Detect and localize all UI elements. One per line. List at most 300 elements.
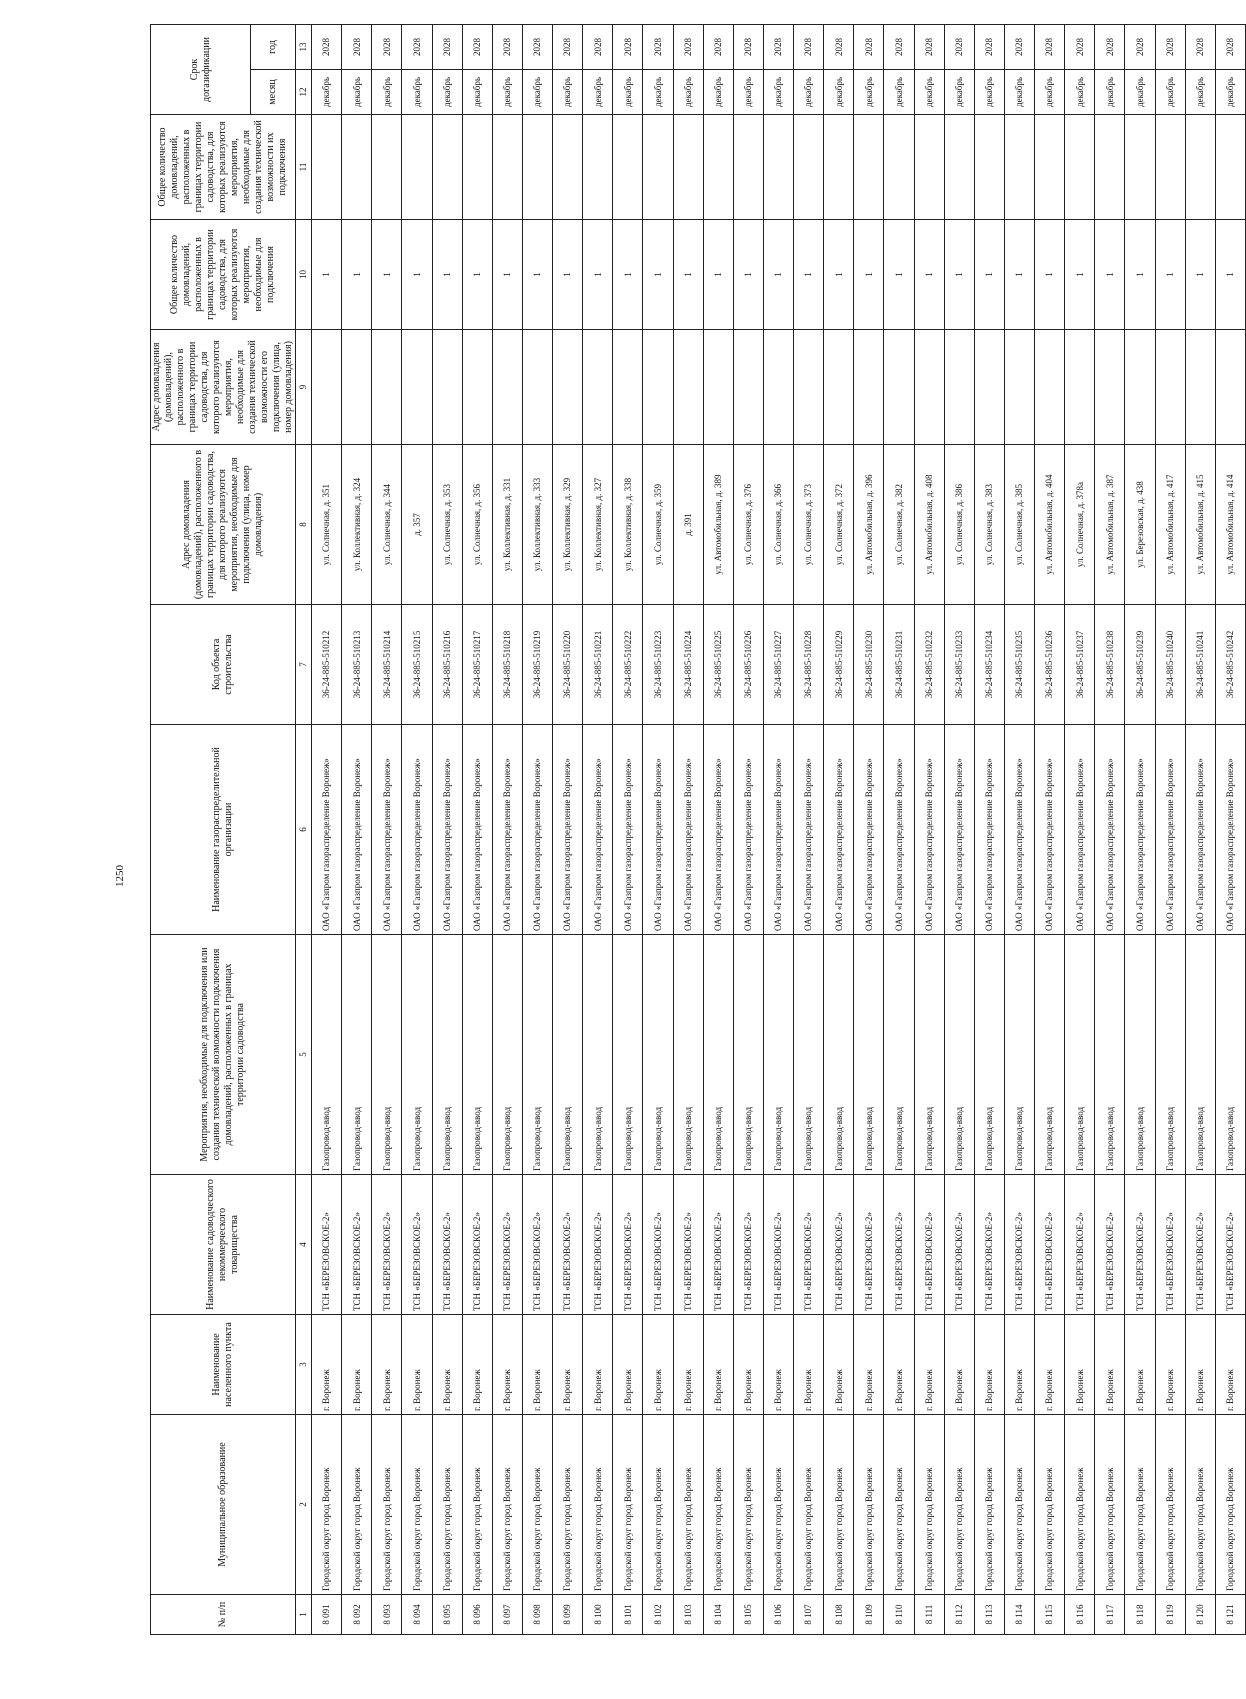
object-code-cell: 36-24-885-510217 <box>462 605 492 725</box>
snt-cell: ТСН «БЕРЕЗОВСКОЕ-2» <box>794 1175 824 1315</box>
address-capability-cell <box>462 330 492 445</box>
year-cell: 2028 <box>854 25 884 70</box>
year-cell: 2028 <box>703 25 733 70</box>
count-capability-cell <box>583 115 613 220</box>
event-cell: Газопровод-ввод <box>492 935 522 1175</box>
count-cell: 1 <box>342 220 372 330</box>
address-cell: ул. Солнечная, д. 344 <box>372 445 402 605</box>
snt-cell: ТСН «БЕРЕЗОВСКОЕ-2» <box>492 1175 522 1315</box>
address-cell: д. 391 <box>673 445 703 605</box>
address-capability-cell <box>673 330 703 445</box>
address-cell: ул. Солнечная, д. 378а <box>1065 445 1095 605</box>
settlement-cell: г. Воронеж <box>914 1315 944 1415</box>
row-number: 8 099 <box>553 1595 583 1635</box>
event-cell: Газопровод-ввод <box>944 935 974 1175</box>
address-cell: ул. Солнечная, д. 353 <box>432 445 462 605</box>
snt-cell: ТСН «БЕРЕЗОВСКОЕ-2» <box>1065 1175 1095 1315</box>
month-cell: декабрь <box>1185 70 1215 115</box>
address-cell: ул. Автомобильная, д. 417 <box>1155 445 1185 605</box>
gas-org-cell: ОАО «Газпром газораспределение Воронеж» <box>1095 725 1125 935</box>
count-cell: 1 <box>1035 220 1065 330</box>
settlement-cell: г. Воронеж <box>462 1315 492 1415</box>
column-numbers-row <box>296 25 312 1635</box>
table-row <box>824 25 854 1635</box>
month-cell: декабрь <box>553 70 583 115</box>
municipality-cell: Городской округ город Воронеж <box>1004 1415 1034 1595</box>
event-cell: Газопровод-ввод <box>854 935 884 1175</box>
snt-cell: ТСН «БЕРЕЗОВСКОЕ-2» <box>1095 1175 1125 1315</box>
count-cell: 1 <box>914 220 944 330</box>
row-number: 8 111 <box>914 1595 944 1635</box>
count-capability-cell <box>462 115 492 220</box>
address-capability-cell <box>583 330 613 445</box>
row-number: 8 119 <box>1155 1595 1185 1635</box>
object-code-cell: 36-24-885-510234 <box>974 605 1004 725</box>
object-code-cell: 36-24-885-510220 <box>553 605 583 725</box>
count-cell: 1 <box>824 220 854 330</box>
address-capability-cell <box>944 330 974 445</box>
municipality-cell: Городской округ город Воронеж <box>884 1415 914 1595</box>
address-capability-cell <box>1215 330 1245 445</box>
address-capability-cell <box>1035 330 1065 445</box>
year-cell: 2028 <box>643 25 673 70</box>
table-row <box>944 25 974 1635</box>
address-cell: ул. Коллективная, д. 327 <box>583 445 613 605</box>
municipality-cell: Городской округ город Воронеж <box>1185 1415 1215 1595</box>
table-row <box>884 25 914 1635</box>
month-cell: декабрь <box>1215 70 1245 115</box>
count-capability-cell <box>312 115 342 220</box>
address-capability-cell <box>884 330 914 445</box>
count-capability-cell <box>432 115 462 220</box>
count-capability-cell <box>1035 115 1065 220</box>
column-number: 4 <box>296 1175 312 1315</box>
table-row <box>1035 25 1065 1635</box>
municipality-cell: Городской округ город Воронеж <box>462 1415 492 1595</box>
count-capability-cell <box>402 115 432 220</box>
gas-org-cell: ОАО «Газпром газораспределение Воронеж» <box>342 725 372 935</box>
object-code-cell: 36-24-885-510242 <box>1215 605 1245 725</box>
municipality-cell: Городской округ город Воронеж <box>673 1415 703 1595</box>
month-cell: декабрь <box>733 70 763 115</box>
snt-cell: ТСН «БЕРЕЗОВСКОЕ-2» <box>974 1175 1004 1315</box>
table-row <box>1185 25 1215 1635</box>
header-gas-org: Наименование газораспределительной организации <box>151 725 296 935</box>
header-count-capability: Общее количество домовладений, расположенных в границах территории садоводства, для которых реализуются мероприятия, необходимые для создания технической возможности их подключения <box>151 115 296 220</box>
event-cell: Газопровод-ввод <box>733 935 763 1175</box>
municipality-cell: Городской округ город Воронеж <box>1065 1415 1095 1595</box>
row-number: 8 097 <box>492 1595 522 1635</box>
year-cell: 2028 <box>462 25 492 70</box>
table-row <box>643 25 673 1635</box>
object-code-cell: 36-24-885-510221 <box>583 605 613 725</box>
column-number: 3 <box>296 1315 312 1415</box>
count-cell: 1 <box>432 220 462 330</box>
month-cell: декабрь <box>824 70 854 115</box>
object-code-cell: 36-24-885-510224 <box>673 605 703 725</box>
row-number: 8 098 <box>522 1595 552 1635</box>
object-code-cell: 36-24-885-510214 <box>372 605 402 725</box>
object-code-cell: 36-24-885-510219 <box>522 605 552 725</box>
settlement-cell: г. Воронеж <box>1065 1315 1095 1415</box>
count-capability-cell <box>1215 115 1245 220</box>
month-cell: декабрь <box>1125 70 1155 115</box>
year-cell: 2028 <box>1065 25 1095 70</box>
municipality-cell: Городской округ город Воронеж <box>914 1415 944 1595</box>
address-cell: ул. Солнечная, д. 366 <box>763 445 793 605</box>
event-cell: Газопровод-ввод <box>402 935 432 1175</box>
month-cell: декабрь <box>1065 70 1095 115</box>
table-row <box>312 25 342 1635</box>
count-cell: 1 <box>1215 220 1245 330</box>
gas-org-cell: ОАО «Газпром газораспределение Воронеж» <box>372 725 402 935</box>
address-capability-cell <box>1125 330 1155 445</box>
count-cell: 1 <box>703 220 733 330</box>
table-row <box>1155 25 1185 1635</box>
count-capability-cell <box>1095 115 1125 220</box>
header-address-capability: Адрес домовладения (домовладений), расположенного в границах территории садоводства, для которого реализуются мероприятия, необходимые для создания технической возможности его подключения (улица, номер домовладения) <box>151 330 296 445</box>
settlement-cell: г. Воронеж <box>613 1315 643 1415</box>
event-cell: Газопровод-ввод <box>914 935 944 1175</box>
count-cell: 1 <box>884 220 914 330</box>
year-cell: 2028 <box>824 25 854 70</box>
address-cell: ул. Автомобильная, д. 389 <box>703 445 733 605</box>
municipality-cell: Городской округ город Воронеж <box>432 1415 462 1595</box>
header-month: месяц <box>251 70 296 115</box>
snt-cell: ТСН «БЕРЕЗОВСКОЕ-2» <box>703 1175 733 1315</box>
settlement-cell: г. Воронеж <box>733 1315 763 1415</box>
table-row <box>342 25 372 1635</box>
count-capability-cell <box>794 115 824 220</box>
event-cell: Газопровод-ввод <box>884 935 914 1175</box>
settlement-cell: г. Воронеж <box>432 1315 462 1415</box>
row-number: 8 110 <box>884 1595 914 1635</box>
address-cell: ул. Автомобильная, д. 387 <box>1095 445 1125 605</box>
event-cell: Газопровод-ввод <box>703 935 733 1175</box>
count-cell: 1 <box>794 220 824 330</box>
address-capability-cell <box>1004 330 1034 445</box>
municipality-cell: Городской округ город Воронеж <box>1125 1415 1155 1595</box>
row-number: 8 114 <box>1004 1595 1034 1635</box>
municipality-cell: Городской округ город Воронеж <box>342 1415 372 1595</box>
count-cell: 1 <box>854 220 884 330</box>
object-code-cell: 36-24-885-510222 <box>613 605 643 725</box>
snt-cell: ТСН «БЕРЕЗОВСКОЕ-2» <box>944 1175 974 1315</box>
count-cell: 1 <box>1125 220 1155 330</box>
month-cell: декабрь <box>613 70 643 115</box>
count-capability-cell <box>492 115 522 220</box>
municipality-cell: Городской округ город Воронеж <box>583 1415 613 1595</box>
gas-org-cell: ОАО «Газпром газораспределение Воронеж» <box>944 725 974 935</box>
count-cell: 1 <box>613 220 643 330</box>
count-cell: 1 <box>583 220 613 330</box>
row-number: 8 095 <box>432 1595 462 1635</box>
settlement-cell: г. Воронеж <box>643 1315 673 1415</box>
table-row <box>1215 25 1245 1635</box>
snt-cell: ТСН «БЕРЕЗОВСКОЕ-2» <box>884 1175 914 1315</box>
settlement-cell: г. Воронеж <box>372 1315 402 1415</box>
table-row <box>794 25 824 1635</box>
row-number: 8 105 <box>733 1595 763 1635</box>
table-row <box>673 25 703 1635</box>
event-cell: Газопровод-ввод <box>462 935 492 1175</box>
count-capability-cell <box>342 115 372 220</box>
table-row <box>1125 25 1155 1635</box>
gas-org-cell: ОАО «Газпром газораспределение Воронеж» <box>1125 725 1155 935</box>
count-capability-cell <box>1004 115 1034 220</box>
count-cell: 1 <box>763 220 793 330</box>
table-row <box>974 25 1004 1635</box>
object-code-cell: 36-24-885-510228 <box>794 605 824 725</box>
address-capability-cell <box>402 330 432 445</box>
gas-org-cell: ОАО «Газпром газораспределение Воронеж» <box>884 725 914 935</box>
year-cell: 2028 <box>372 25 402 70</box>
table-row <box>703 25 733 1635</box>
header-deadline: Срок догазификации <box>151 25 251 115</box>
count-capability-cell <box>553 115 583 220</box>
gas-org-cell: ОАО «Газпром газораспределение Воронеж» <box>703 725 733 935</box>
object-code-cell: 36-24-885-510235 <box>1004 605 1034 725</box>
header-municipality: Муниципальное образование <box>151 1415 296 1595</box>
gas-org-cell: ОАО «Газпром газораспределение Воронеж» <box>763 725 793 935</box>
address-cell: ул. Автомобильная, д. 404 <box>1035 445 1065 605</box>
month-cell: декабрь <box>402 70 432 115</box>
column-number: 2 <box>296 1415 312 1595</box>
row-number: 8 103 <box>673 1595 703 1635</box>
object-code-cell: 36-24-885-510237 <box>1065 605 1095 725</box>
month-cell: декабрь <box>763 70 793 115</box>
year-cell: 2028 <box>312 25 342 70</box>
address-capability-cell <box>824 330 854 445</box>
address-cell: ул. Автомобильная, д. 408 <box>914 445 944 605</box>
municipality-cell: Городской округ город Воронеж <box>522 1415 552 1595</box>
gas-org-cell: ОАО «Газпром газораспределение Воронеж» <box>854 725 884 935</box>
year-cell: 2028 <box>522 25 552 70</box>
object-code-cell: 36-24-885-510230 <box>854 605 884 725</box>
year-cell: 2028 <box>974 25 1004 70</box>
rotated-table-container <box>150 25 1236 1635</box>
gas-org-cell: ОАО «Газпром газораспределение Воронеж» <box>1185 725 1215 935</box>
row-number: 8 102 <box>643 1595 673 1635</box>
table-row <box>583 25 613 1635</box>
snt-cell: ТСН «БЕРЕЗОВСКОЕ-2» <box>1125 1175 1155 1315</box>
event-cell: Газопровод-ввод <box>1035 935 1065 1175</box>
column-number: 10 <box>296 220 312 330</box>
year-cell: 2028 <box>1155 25 1185 70</box>
column-number: 9 <box>296 330 312 445</box>
address-capability-cell <box>1065 330 1095 445</box>
table-row <box>492 25 522 1635</box>
settlement-cell: г. Воронеж <box>522 1315 552 1415</box>
address-capability-cell <box>613 330 643 445</box>
snt-cell: ТСН «БЕРЕЗОВСКОЕ-2» <box>763 1175 793 1315</box>
header-object-code: Код объекта строительства <box>151 605 296 725</box>
year-cell: 2028 <box>884 25 914 70</box>
address-capability-cell <box>733 330 763 445</box>
address-cell: ул. Автомобильная, д. 414 <box>1215 445 1245 605</box>
month-cell: декабрь <box>703 70 733 115</box>
count-cell: 1 <box>492 220 522 330</box>
year-cell: 2028 <box>1185 25 1215 70</box>
snt-cell: ТСН «БЕРЕЗОВСКОЕ-2» <box>1155 1175 1185 1315</box>
address-capability-cell <box>492 330 522 445</box>
address-cell: ул. Солнечная, д. 385 <box>1004 445 1034 605</box>
count-capability-cell <box>733 115 763 220</box>
row-number: 8 106 <box>763 1595 793 1635</box>
settlement-cell: г. Воронеж <box>1095 1315 1125 1415</box>
gas-org-cell: ОАО «Газпром газораспределение Воронеж» <box>1065 725 1095 935</box>
row-number: 8 101 <box>613 1595 643 1635</box>
count-cell: 1 <box>673 220 703 330</box>
snt-cell: ТСН «БЕРЕЗОВСКОЕ-2» <box>824 1175 854 1315</box>
snt-cell: ТСН «БЕРЕЗОВСКОЕ-2» <box>1035 1175 1065 1315</box>
header-number: № п/п <box>151 1595 296 1635</box>
settlement-cell: г. Воронеж <box>794 1315 824 1415</box>
address-cell: ул. Коллективная, д. 324 <box>342 445 372 605</box>
snt-cell: ТСН «БЕРЕЗОВСКОЕ-2» <box>613 1175 643 1315</box>
address-cell: ул. Солнечная, д. 376 <box>733 445 763 605</box>
address-capability-cell <box>643 330 673 445</box>
header-events: Мероприятия, необходимые для подключения или создания технической возможности подключения домовладений, расположенных в границах территории садоводства <box>151 935 296 1175</box>
table-row <box>372 25 402 1635</box>
month-cell: декабрь <box>854 70 884 115</box>
settlement-cell: г. Воронеж <box>944 1315 974 1415</box>
gas-org-cell: ОАО «Газпром газораспределение Воронеж» <box>613 725 643 935</box>
event-cell: Газопровод-ввод <box>1095 935 1125 1175</box>
address-capability-cell <box>553 330 583 445</box>
address-cell: ул. Солнечная, д. 386 <box>944 445 974 605</box>
count-cell: 1 <box>553 220 583 330</box>
table-row <box>613 25 643 1635</box>
municipality-cell: Городской округ город Воронеж <box>974 1415 1004 1595</box>
object-code-cell: 36-24-885-510213 <box>342 605 372 725</box>
row-number: 8 092 <box>342 1595 372 1635</box>
column-number: 5 <box>296 935 312 1175</box>
municipality-cell: Городской округ город Воронеж <box>944 1415 974 1595</box>
settlement-cell: г. Воронеж <box>342 1315 372 1415</box>
table-row <box>914 25 944 1635</box>
month-cell: декабрь <box>794 70 824 115</box>
municipality-cell: Городской округ город Воронеж <box>794 1415 824 1595</box>
count-capability-cell <box>974 115 1004 220</box>
count-capability-cell <box>854 115 884 220</box>
event-cell: Газопровод-ввод <box>522 935 552 1175</box>
municipality-cell: Городской округ город Воронеж <box>763 1415 793 1595</box>
row-number: 8 108 <box>824 1595 854 1635</box>
month-cell: декабрь <box>673 70 703 115</box>
address-capability-cell <box>703 330 733 445</box>
event-cell: Газопровод-ввод <box>1125 935 1155 1175</box>
count-capability-cell <box>673 115 703 220</box>
count-cell: 1 <box>1185 220 1215 330</box>
event-cell: Газопровод-ввод <box>372 935 402 1175</box>
count-capability-cell <box>1065 115 1095 220</box>
column-number: 7 <box>296 605 312 725</box>
row-number: 8 115 <box>1035 1595 1065 1635</box>
address-cell: ул. Солнечная, д. 356 <box>462 445 492 605</box>
address-capability-cell <box>342 330 372 445</box>
address-capability-cell <box>1185 330 1215 445</box>
year-cell: 2028 <box>763 25 793 70</box>
event-cell: Газопровод-ввод <box>763 935 793 1175</box>
settlement-cell: г. Воронеж <box>312 1315 342 1415</box>
count-capability-cell <box>522 115 552 220</box>
event-cell: Газопровод-ввод <box>824 935 854 1175</box>
snt-cell: ТСН «БЕРЕЗОВСКОЕ-2» <box>914 1175 944 1315</box>
count-cell: 1 <box>1065 220 1095 330</box>
row-number: 8 091 <box>312 1595 342 1635</box>
settlement-cell: г. Воронеж <box>402 1315 432 1415</box>
snt-cell: ТСН «БЕРЕЗОВСКОЕ-2» <box>854 1175 884 1315</box>
row-number: 8 112 <box>944 1595 974 1635</box>
event-cell: Газопровод-ввод <box>583 935 613 1175</box>
table-header <box>151 25 312 1635</box>
year-cell: 2028 <box>342 25 372 70</box>
gas-org-cell: ОАО «Газпром газораспределение Воронеж» <box>824 725 854 935</box>
object-code-cell: 36-24-885-510229 <box>824 605 854 725</box>
page-number: 1250 <box>114 865 126 887</box>
address-cell: ул. Коллективная, д. 333 <box>522 445 552 605</box>
row-number: 8 109 <box>854 1595 884 1635</box>
header-count-connection: Общее количество домовладений, расположенных в границах территории садоводства, для которых реализуются мероприятия, необходимые для подключения <box>151 220 296 330</box>
count-capability-cell <box>824 115 854 220</box>
month-cell: декабрь <box>342 70 372 115</box>
municipality-cell: Городской округ город Воронеж <box>824 1415 854 1595</box>
header-year: год <box>251 25 296 70</box>
month-cell: декабрь <box>1155 70 1185 115</box>
count-cell: 1 <box>372 220 402 330</box>
year-cell: 2028 <box>553 25 583 70</box>
row-number: 8 121 <box>1215 1595 1245 1635</box>
settlement-cell: г. Воронеж <box>1185 1315 1215 1415</box>
count-capability-cell <box>914 115 944 220</box>
settlement-cell: г. Воронеж <box>1125 1315 1155 1415</box>
object-code-cell: 36-24-885-510212 <box>312 605 342 725</box>
table-row <box>1095 25 1125 1635</box>
gas-org-cell: ОАО «Газпром газораспределение Воронеж» <box>974 725 1004 935</box>
settlement-cell: г. Воронеж <box>1035 1315 1065 1415</box>
gas-org-cell: ОАО «Газпром газораспределение Воронеж» <box>1035 725 1065 935</box>
address-capability-cell <box>974 330 1004 445</box>
count-capability-cell <box>1185 115 1215 220</box>
event-cell: Газопровод-ввод <box>974 935 1004 1175</box>
count-cell: 1 <box>974 220 1004 330</box>
year-cell: 2028 <box>673 25 703 70</box>
gasification-table <box>150 24 1246 1635</box>
settlement-cell: г. Воронеж <box>492 1315 522 1415</box>
year-cell: 2028 <box>432 25 462 70</box>
gas-org-cell: ОАО «Газпром газораспределение Воронеж» <box>432 725 462 935</box>
column-number: 12 <box>296 70 312 115</box>
object-code-cell: 36-24-885-510240 <box>1155 605 1185 725</box>
municipality-cell: Городской округ город Воронеж <box>643 1415 673 1595</box>
address-capability-cell <box>914 330 944 445</box>
count-cell: 1 <box>733 220 763 330</box>
year-cell: 2028 <box>944 25 974 70</box>
table-row <box>1065 25 1095 1635</box>
event-cell: Газопровод-ввод <box>1065 935 1095 1175</box>
count-cell: 1 <box>522 220 552 330</box>
header-settlement: Наименование населенного пункта <box>151 1315 296 1415</box>
municipality-cell: Городской округ город Воронеж <box>372 1415 402 1595</box>
settlement-cell: г. Воронеж <box>553 1315 583 1415</box>
table-row <box>432 25 462 1635</box>
year-cell: 2028 <box>1004 25 1034 70</box>
count-cell: 1 <box>312 220 342 330</box>
address-cell: ул. Березовская, д. 438 <box>1125 445 1155 605</box>
gas-org-cell: ОАО «Газпром газораспределение Воронеж» <box>522 725 552 935</box>
settlement-cell: г. Воронеж <box>673 1315 703 1415</box>
